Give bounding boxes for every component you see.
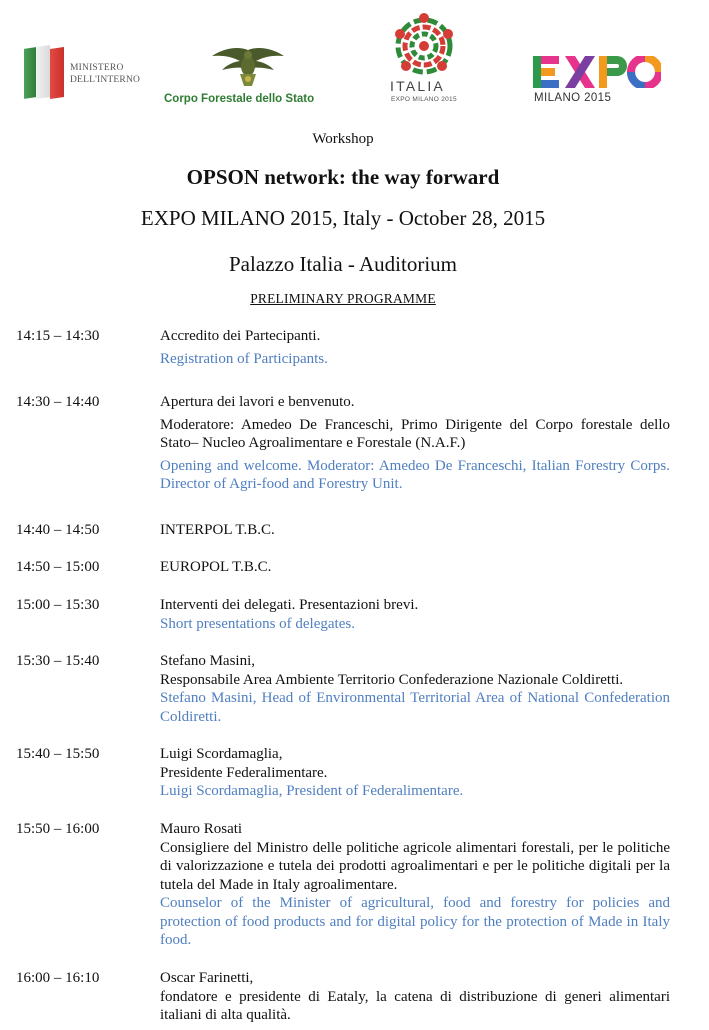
italia-logo-subtext: EXPO MILANO 2015 bbox=[391, 96, 457, 103]
ministero-interno-logo bbox=[24, 46, 154, 102]
entry-body bbox=[160, 652, 670, 726]
expo-milano-logo bbox=[533, 56, 663, 110]
entry-italian-text: Presidente Federalimentare. bbox=[160, 764, 328, 781]
event-date-line: EXPO MILANO 2015, Italy - October 28, 2015 bbox=[140, 206, 546, 230]
entry-time: 15:30 – 15:40 bbox=[16, 653, 100, 669]
eagle-emblem-icon bbox=[210, 44, 286, 88]
entry-italian-text: Oscar Farinetti, bbox=[160, 970, 254, 986]
entry-italian-text: Mauro Rosati bbox=[160, 821, 243, 837]
expo-lettering-icon bbox=[533, 56, 661, 88]
flag-white-stripe bbox=[36, 45, 50, 99]
programme-heading: PRELIMINARY PROGRAMME bbox=[250, 291, 436, 306]
entry-time: 16:00 – 16:10 bbox=[16, 970, 100, 986]
entry-english-text: Luigi Scordamaglia, President of Federalimentare. bbox=[160, 783, 464, 799]
entry-body bbox=[160, 969, 670, 1025]
ministero-line1: MINISTERO bbox=[70, 63, 124, 73]
entry-italian-text: Accredito dei Partecipanti. bbox=[160, 328, 321, 344]
entry-italian-text: EUROPOL T.B.C. bbox=[160, 559, 272, 575]
entry-body bbox=[160, 393, 670, 494]
workshop-label: Workshop bbox=[312, 131, 374, 147]
italia-logo-text: ITALIA bbox=[390, 78, 445, 94]
entry-italian-text: Apertura dei lavori e benvenuto. bbox=[160, 394, 355, 410]
entry-body bbox=[160, 521, 670, 540]
entry-body bbox=[160, 745, 670, 801]
entry-english-text: Short presentations of delegates. bbox=[160, 615, 355, 632]
entry-time: 15:40 – 15:50 bbox=[16, 746, 100, 762]
entry-time: 15:50 – 16:00 bbox=[16, 821, 100, 837]
entry-english-text: Registration of Participants. bbox=[160, 350, 328, 367]
corpo-forestale-logo bbox=[160, 44, 335, 108]
entry-italian-text: Consigliere del Ministro delle politiche agricole alimentari forestali, per le politiche di valorizzazione e tutela dei prodotti agroalimentari e per le politiche digitali per la tutela del Made in Italy agroalimentare. bbox=[160, 839, 670, 893]
entry-time: 14:40 – 14:50 bbox=[16, 522, 100, 538]
entry-english-text: Counselor of the Minister of agricultural, food and forestry for policies and protection of food products and for digital policy for the protection of Made in Italy food. bbox=[160, 895, 670, 948]
entry-time: 14:30 – 14:40 bbox=[16, 394, 100, 410]
entry-time: 14:50 – 15:00 bbox=[16, 559, 100, 575]
italia-expo-logo bbox=[386, 12, 464, 108]
flag-red-stripe bbox=[50, 47, 64, 99]
entry-italian-text: Stefano Masini, bbox=[160, 653, 255, 669]
entry-italian-text: Interventi dei delegati. Presentazioni brevi. bbox=[160, 597, 419, 613]
document-title: OPSON network: the way forward bbox=[186, 165, 500, 189]
entry-italian-text: Responsabile Area Ambiente Territorio Confederazione Nazionale Coldiretti. bbox=[160, 671, 624, 688]
ministero-line2: DELL'INTERNO bbox=[70, 75, 141, 85]
entry-time: 15:00 – 15:30 bbox=[16, 597, 100, 613]
entry-body bbox=[160, 820, 670, 950]
entry-english-text: Opening and welcome. Moderator: Amedeo De Franceschi, Italian Forestry Corps. Director of Agri-food and Forestry Unit. bbox=[160, 457, 670, 492]
event-venue: Palazzo Italia - Auditorium bbox=[228, 252, 458, 276]
expo-logo-subtext: MILANO 2015 bbox=[534, 92, 612, 104]
entry-body bbox=[160, 596, 670, 633]
entry-italian-text: Luigi Scordamaglia, bbox=[160, 746, 283, 762]
entry-english-text: Stefano Masini, Head of Environmental Territorial Area of National Confederation Coldiretti. bbox=[160, 690, 670, 725]
logo-bar bbox=[0, 0, 709, 120]
entry-italian-text: fondatore e presidente di Eataly, la catena di distribuzione di generi alimentari italiani di alta qualità. bbox=[160, 988, 670, 1023]
flag-green-stripe bbox=[24, 47, 36, 99]
entry-time: 14:15 – 14:30 bbox=[16, 328, 100, 344]
italia-star-emblem-icon bbox=[390, 12, 458, 78]
entry-body bbox=[160, 558, 670, 577]
corpo-forestale-text: Corpo Forestale dello Stato bbox=[164, 93, 315, 105]
entry-italian-text: INTERPOL T.B.C. bbox=[160, 522, 275, 538]
ministero-logo-text bbox=[70, 62, 140, 86]
entry-italian-text: Moderatore: Amedeo De Franceschi, Primo Dirigente del Corpo forestale dello Stato– Nucleo Agroalimentare e Forestale (N.A.F.) bbox=[160, 416, 670, 451]
entry-body bbox=[160, 327, 670, 368]
